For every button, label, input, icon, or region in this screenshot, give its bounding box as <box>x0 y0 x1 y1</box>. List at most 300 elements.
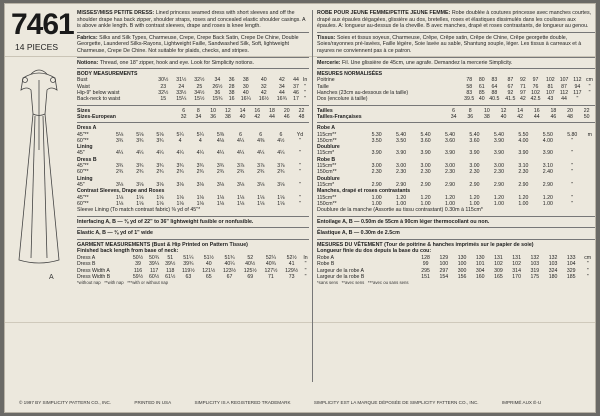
value-cell: 112 <box>573 77 582 84</box>
value-cell: 125½ <box>243 267 257 274</box>
value-cell: 23 <box>160 83 167 90</box>
value-cell: 34½ <box>194 90 205 97</box>
value-cell: " <box>304 273 307 280</box>
value-cell: 1⅛ <box>156 200 164 207</box>
value-cell: 112 <box>559 90 569 97</box>
value-cell: 40 <box>478 96 485 103</box>
row-label: Robe B <box>317 261 335 268</box>
value-cell: 3⅞ <box>277 163 285 170</box>
value-cell: 116 <box>133 267 143 274</box>
value-cell: 30½ <box>158 77 169 84</box>
value-cell: " <box>299 194 301 201</box>
value-cell: 6 <box>239 131 243 138</box>
value-cell: 165 <box>494 273 503 280</box>
elastic-line: Elastic A, B — ⅜ yd of 1" wide <box>77 230 153 237</box>
value-cell: 4¼ <box>156 150 164 157</box>
value-cell: " <box>304 261 307 268</box>
value-cell: 41 <box>288 261 295 268</box>
value-cell: 4¼ <box>277 150 285 157</box>
row-label: Dress Width B <box>77 273 111 280</box>
value-cell: 67 <box>507 83 514 90</box>
row-label: 150cm** <box>317 137 337 144</box>
value-cell: 60½ <box>149 273 160 280</box>
value-cell: 65 <box>205 273 212 280</box>
value-cell: 1.00 <box>371 200 382 207</box>
value-cell: 42.5 <box>530 96 541 103</box>
value-cell: " <box>299 137 301 144</box>
value-cell: 2.90 <box>396 181 407 188</box>
row-label: 45"** <box>77 163 89 170</box>
row-label: Dress A <box>77 255 96 262</box>
yardage-group-title: Doublure <box>317 144 340 151</box>
size-cell: 22 <box>298 107 305 114</box>
value-cell: 3¾ <box>116 137 124 144</box>
printed-in-text: PRINTED IN USA <box>134 400 172 405</box>
size-cell: 34 <box>195 113 202 120</box>
value-cell: 3.00 <box>469 163 480 170</box>
elastic-line-fr: Élastique A, B — 0.30m de 2.5cm <box>317 230 400 237</box>
value-cell: 3.00 <box>444 163 456 170</box>
yardage-group-title: Dress B <box>77 156 97 163</box>
garment-measurements-table-fr <box>317 255 595 280</box>
value-cell: 1.00 <box>518 200 529 207</box>
value-cell: 97 <box>532 77 539 84</box>
row-label: Bust <box>77 77 88 84</box>
value-cell: 24 <box>178 83 185 90</box>
trademark-text-fr: SIMPLICITY EST LA MARQUE DÉPOSÉE DE SIMPLICITY PATTERN CO., INC. <box>313 400 479 405</box>
size-cell: 42 <box>517 113 524 120</box>
value-cell: 50¾ <box>149 255 160 262</box>
value-cell: 34 <box>278 83 285 90</box>
value-cell: 2.30 <box>493 169 504 176</box>
value-cell: 1⅛ <box>236 200 245 207</box>
value-cell: 3.10 <box>518 163 529 170</box>
sizes-french-row: Tailles-Françaises 34 36 38 40 42 44 46 48 50 <box>317 114 595 120</box>
size-cell: 12 <box>500 107 507 114</box>
row-label: 115cm** <box>317 194 337 201</box>
value-cell: 31½ <box>176 77 187 84</box>
value-cell: 3.90 <box>518 150 529 157</box>
value-cell: 1⅛ <box>136 194 144 201</box>
value-cell: 4¼ <box>236 150 245 157</box>
value-cell: 5.30 <box>371 131 382 138</box>
row-label: 45" <box>77 181 85 188</box>
value-cell: 1⅛ <box>196 200 204 207</box>
value-cell: 103 <box>530 261 540 268</box>
value-cell: 1⅛ <box>116 200 124 207</box>
value-cell: 3⅛ <box>216 181 225 188</box>
value-cell: " <box>299 163 301 170</box>
interfacing-line-fr: Entoilage A, B — 0.50m de 55cm à 90cm léger thermocollant ou non. <box>317 218 490 225</box>
value-cell: 1.00 <box>396 200 407 207</box>
value-cell: " <box>586 273 589 280</box>
value-cell: 2¾ <box>156 169 164 176</box>
value-cell: 2.90 <box>518 181 529 188</box>
value-cell: 102 <box>494 261 503 268</box>
description-title-fr: ROBE POUR JEUNE FEMME/PETITE JEUNE FEMME: <box>317 10 451 16</box>
value-cell: 83 <box>466 90 473 97</box>
value-cell: 44 <box>561 96 567 103</box>
dress-back-view-drawing <box>13 60 65 272</box>
row-label: Poitrine <box>317 77 335 84</box>
value-cell: 3⅛ <box>136 181 144 188</box>
value-cell: " <box>571 169 574 176</box>
value-cell: 43 <box>547 96 554 103</box>
value-cell: 61 <box>478 83 485 90</box>
description-paragraph-fr <box>317 10 595 30</box>
row-label: 60"** <box>77 137 89 144</box>
description-text-fr: Robe doublée à coutures princesse avec manches courtes, drapé aux épaules dégagées, glissière au dos, bretelles, roses et élastiques dissimulés dans les coulisses aux épaules. A: longueur au-dessus de la cheville. B avec manches, drapé et roses contrastants, de longueur au genou. <box>317 10 592 30</box>
size-cell: 38 <box>483 113 490 120</box>
value-cell: 1⅛ <box>116 194 124 201</box>
value-cell: 36 <box>228 77 235 84</box>
row-label: 45" <box>77 150 85 157</box>
value-cell: 39¼ <box>149 261 160 268</box>
value-cell: 97 <box>520 90 526 97</box>
value-cell: 130 <box>475 255 485 262</box>
row-label: 115cm** <box>317 131 337 138</box>
value-cell: 304 <box>475 267 485 274</box>
value-cell: 46 <box>293 90 299 97</box>
value-cell: 92 <box>520 77 526 84</box>
value-cell: 38 <box>228 90 235 97</box>
row-label: 115cm* <box>317 150 335 157</box>
value-cell: 1.20 <box>542 194 553 201</box>
value-cell: 64 <box>491 83 498 90</box>
value-cell: " <box>571 137 574 144</box>
size-cell: 46 <box>283 113 290 120</box>
value-cell: 15½ <box>194 96 205 103</box>
value-cell: 102 <box>531 90 540 97</box>
value-cell: 1.00 <box>420 200 431 207</box>
value-cell: 33½ <box>176 90 187 97</box>
value-cell: 295 <box>421 267 430 274</box>
value-cell: 15¾ <box>212 96 223 103</box>
value-cell: " <box>304 267 307 274</box>
value-cell: 36 <box>214 90 221 97</box>
value-cell: 175 <box>530 273 540 280</box>
value-cell: " <box>588 83 591 90</box>
value-cell: 37 <box>293 83 299 90</box>
french-column <box>317 10 595 287</box>
value-cell: 5⅛ <box>116 131 124 138</box>
value-cell: 131 <box>512 255 521 262</box>
value-cell: 4¼ <box>116 150 124 157</box>
yardage-group-title: Dress A <box>77 125 97 132</box>
sizes-row: Sizes 6 8 10 12 14 16 18 20 22 <box>77 108 309 114</box>
sizes-european-row: Sizes-European 32 34 36 38 40 42 44 46 48 <box>77 114 309 120</box>
row-label: Largeur de la robe B <box>317 273 365 280</box>
value-cell: 1.00 <box>493 200 504 207</box>
value-cell: 3¾ <box>116 163 124 170</box>
yardage-group-title: Lining <box>77 144 93 151</box>
value-cell: 3⅛ <box>257 181 265 188</box>
value-cell: 3⅛ <box>196 181 204 188</box>
value-cell: Yd <box>296 131 304 138</box>
value-cell: 119½ <box>182 267 195 274</box>
value-cell: 92 <box>507 90 514 97</box>
notions-paragraph <box>77 60 309 67</box>
value-cell: 4½ <box>277 137 285 144</box>
value-cell: 121½ <box>202 267 216 274</box>
value-cell: 16½ <box>258 96 269 103</box>
value-cell: 4.00 <box>518 137 529 144</box>
value-cell: 3.90 <box>396 150 407 157</box>
value-cell: 3.10 <box>542 163 553 170</box>
garment-length-label-fr: Longueur finie du dos depuis la base du cou: <box>317 248 432 255</box>
value-cell: 1⅛ <box>277 194 285 201</box>
value-cell: 3¾ <box>156 163 164 170</box>
fabrics-text: Silks and Silk Types, Charmeuse, Crepe, Crepe Back Satin, Crepe De Chine, Double Georgette, Laundered Silks-Rayons, Lightweight Faille, Sandwashed Silk, Soft, lightweight Charmeuse, Crepe De Chine. <box>77 34 299 54</box>
value-cell: 40.5 <box>489 96 500 103</box>
value-cell: In <box>302 77 308 84</box>
value-cell: " <box>576 96 579 103</box>
row-label: 115cm* <box>317 181 335 188</box>
garment-length-label: Finished back length from base of neck: <box>77 248 179 255</box>
value-cell: 5¼ <box>176 131 184 138</box>
value-cell: 3⅞ <box>257 163 265 170</box>
value-cell: 5.40 <box>396 131 407 138</box>
size-cell: 38 <box>224 113 231 120</box>
value-cell: 2¾ <box>277 169 285 176</box>
value-cell: 2¾ <box>176 169 184 176</box>
value-cell: 154 <box>439 273 449 280</box>
value-cell: 50½ <box>132 255 144 262</box>
value-cell: 26½ <box>212 83 223 90</box>
value-cell: 1.20 <box>420 194 431 201</box>
value-cell: 3⅛ <box>277 181 285 188</box>
sleeve-lining-line: Sleeve Lining (To match contrast fabric) ⅜ yd of 45"* <box>77 207 201 214</box>
value-cell: 5.80 <box>567 131 578 138</box>
value-cell: 4¼ <box>136 150 144 157</box>
value-cell: " <box>586 261 589 268</box>
size-cell: 16 <box>254 107 261 114</box>
value-cell: 16¼ <box>240 96 251 103</box>
value-cell: " <box>304 90 307 97</box>
size-cell: 10 <box>210 107 216 114</box>
value-cell: 5.40 <box>493 131 504 138</box>
value-cell: 5.40 <box>469 131 480 138</box>
value-cell: 32½ <box>158 90 169 97</box>
value-cell: 39.5 <box>464 96 475 103</box>
value-cell: 4 <box>198 137 202 144</box>
value-cell: 319 <box>530 267 540 274</box>
value-cell: 5¼ <box>196 131 204 138</box>
value-cell: 3.90 <box>420 150 431 157</box>
value-cell: 128 <box>421 255 430 262</box>
value-cell: 87 <box>507 77 514 84</box>
value-cell: " <box>571 163 574 170</box>
value-cell: 63 <box>185 273 192 280</box>
value-cell: 25 <box>196 83 203 90</box>
value-cell: 85 <box>478 90 485 97</box>
value-cell: 73 <box>288 273 295 280</box>
value-cell: 1.20 <box>444 194 456 201</box>
value-cell: 78 <box>466 77 473 84</box>
paper-crease <box>5 322 595 323</box>
value-cell: 1⅛ <box>156 194 164 201</box>
value-cell: 2.90 <box>493 181 504 188</box>
row-label: 115cm** <box>317 163 337 170</box>
value-cell: 2.90 <box>371 181 382 188</box>
measurement-row <box>77 96 309 102</box>
value-cell: 1.00 <box>371 194 382 201</box>
value-cell: 40 <box>260 77 267 84</box>
value-cell: 1⅛ <box>196 194 204 201</box>
fabrics-paragraph <box>77 35 309 55</box>
size-cell: 10 <box>483 107 490 114</box>
value-cell: 41.5 <box>505 96 516 103</box>
value-cell: 52½ <box>286 255 297 262</box>
size-cell: 34 <box>450 113 457 120</box>
value-cell: 83 <box>491 77 498 84</box>
description-title: MISSES'/MISS PETITE DRESS: <box>77 10 155 16</box>
row-label: Robe A <box>317 255 335 262</box>
value-cell: 2¾ <box>116 169 124 176</box>
value-cell: 39¾ <box>183 261 194 268</box>
value-cell: 2¾ <box>196 169 204 176</box>
value-cell: 1.00 <box>542 200 553 207</box>
value-cell: 15¼ <box>176 96 187 103</box>
view-label-a: A <box>49 274 54 281</box>
value-cell: 5⅜ <box>216 131 225 138</box>
garment-measurements-title: GARMENT MEASUREMENTS (Bust & Hip Printed on Pattern Tissue) <box>77 241 248 248</box>
size-cell: 16 <box>533 107 540 114</box>
row-label: 150cm** <box>317 200 337 207</box>
size-cell: 8 <box>468 107 472 114</box>
size-cell: 46 <box>550 113 557 120</box>
value-cell: 1.20 <box>469 194 480 201</box>
value-cell: 3.50 <box>371 137 382 144</box>
value-cell: 100 <box>457 261 467 268</box>
value-cell: 4.00 <box>542 137 553 144</box>
size-cell: 14 <box>239 107 246 114</box>
yardage-table-fr <box>317 125 595 207</box>
value-cell: 3.50 <box>396 137 407 144</box>
row-label: Hanches (23cm au-dessous de la taille) <box>317 90 409 97</box>
row-label: Dress B <box>77 261 96 268</box>
measurement-row <box>317 96 595 102</box>
value-cell: 30 <box>242 83 249 90</box>
yardage-group-title: Lining <box>77 175 93 182</box>
value-cell: 59½ <box>132 273 144 280</box>
size-cell: 42 <box>254 113 261 120</box>
value-cell: 42 <box>520 96 526 103</box>
notions-text: Thread, one 18" zipper, hook and eye. Look for Simplicity notions. <box>99 59 254 66</box>
value-cell: 170 <box>512 273 521 280</box>
column-divider <box>312 10 313 382</box>
value-cell: 40½ <box>245 261 256 268</box>
size-cell: 36 <box>467 113 474 120</box>
value-cell: 4⅛ <box>216 137 225 144</box>
fabrics-label: Fabrics: <box>77 34 98 41</box>
value-cell: 3.90 <box>371 150 382 157</box>
value-cell: 61½ <box>165 273 176 280</box>
value-cell: 103 <box>548 261 558 268</box>
value-cell: 1.20 <box>396 194 407 201</box>
value-cell: 52 <box>247 255 254 262</box>
value-cell: 3⅛ <box>116 181 124 188</box>
value-cell: 1⅛ <box>176 194 184 201</box>
value-cell: 3¾ <box>156 137 164 144</box>
value-cell: " <box>299 150 301 157</box>
value-cell: 58 <box>466 83 473 90</box>
value-cell: 102 <box>512 261 521 268</box>
pattern-envelope-back <box>4 3 596 413</box>
value-cell: 6 <box>259 131 263 138</box>
value-cell: 1⅛ <box>277 200 285 207</box>
notions-paragraph-fr: Mercerie: Fil. Une glissière de 45cm, une agrafe. Demandez la mercerie Simplicity. <box>317 59 513 66</box>
value-cell: 3.90 <box>444 150 456 157</box>
yardage-group-title: Doublure <box>317 175 340 182</box>
value-cell: 3.00 <box>396 163 407 170</box>
value-cell: 39 <box>135 261 141 268</box>
description-text: Lined princess seamed dress with short sleeves and off the shoulder drape has back zipper, shoulder straps, roses and concealed elastic shoulder casings. A is above ankle length. B with contrast sleeves, drape and roses is knee length. <box>77 10 306 30</box>
value-cell: 3.00 <box>420 163 431 170</box>
value-cell: 2.30 <box>469 169 480 176</box>
value-cell: 32½ <box>194 77 205 84</box>
value-cell: 3.90 <box>469 150 480 157</box>
value-cell: 101 <box>475 261 485 268</box>
body-measurements-table <box>77 71 309 102</box>
value-cell: 3⅞ <box>236 163 245 170</box>
size-cell: 22 <box>583 107 590 114</box>
value-cell: 5.40 <box>420 131 431 138</box>
value-cell: 4¼ <box>196 150 204 157</box>
value-cell: 2.90 <box>444 181 456 188</box>
value-cell: 160 <box>475 273 485 280</box>
value-cell: 117 <box>573 90 582 97</box>
copyright-text: © 1997 BY SIMPLICITY PATTERN CO., INC. <box>19 400 112 405</box>
size-cell: 6 <box>452 107 456 114</box>
value-cell: In <box>303 255 308 262</box>
trademark-text: SIMPLICITY IS A REGISTERED TRADEMARK <box>194 400 291 405</box>
size-cell: 18 <box>550 107 557 114</box>
value-cell: 71 <box>268 273 274 280</box>
value-cell: 3.90 <box>493 150 504 157</box>
value-cell: 300 <box>457 267 467 274</box>
value-cell: " <box>588 90 591 97</box>
value-cell: 2.30 <box>420 169 431 176</box>
value-cell: 3¾ <box>136 137 144 144</box>
value-cell: 118 <box>166 267 175 274</box>
fabrics-paragraph-fr: Tissus: Soies et tissus soyeux, Charmeuse, Crêpe, Crêpe satin, Crêpe de Chine, Crêpe georgette double, Soies/rayonnes pré-lavées, Faille légère, Soie lavée au sable, Shantung souple, léger. Les tissus à carreaux et à rayures ne conviennent pas à ce patron. <box>317 34 582 54</box>
value-cell: cm <box>586 77 593 84</box>
value-cell: 6 <box>279 131 283 138</box>
value-cell: " <box>299 200 301 207</box>
value-cell: 3.00 <box>493 163 504 170</box>
value-cell: 40 <box>205 261 212 268</box>
value-cell: 40 <box>242 90 249 97</box>
value-cell: 5.40 <box>444 131 456 138</box>
size-cell: 48 <box>298 113 305 120</box>
value-cell: 1.20 <box>518 194 529 201</box>
value-cell: 130 <box>457 255 467 262</box>
value-cell: 3.60 <box>420 137 431 144</box>
size-cell: 44 <box>269 113 275 120</box>
value-cell: 2.40 <box>542 169 553 176</box>
nap-footnotes-fr: *sans sens **avec sens ***avec ou sans sens <box>317 280 409 286</box>
value-cell: 123½ <box>223 267 236 274</box>
value-cell: 3.60 <box>469 137 480 144</box>
value-cell: 44 <box>278 90 285 97</box>
value-cell: 1⅛ <box>257 194 265 201</box>
sizes-row-fr: Tailles 6 8 10 12 14 16 18 20 22 <box>317 108 595 114</box>
value-cell: 71 <box>520 83 526 90</box>
value-cell: 5.50 <box>542 131 553 138</box>
value-cell: 129½ <box>285 267 299 274</box>
size-cell: 48 <box>567 113 573 120</box>
